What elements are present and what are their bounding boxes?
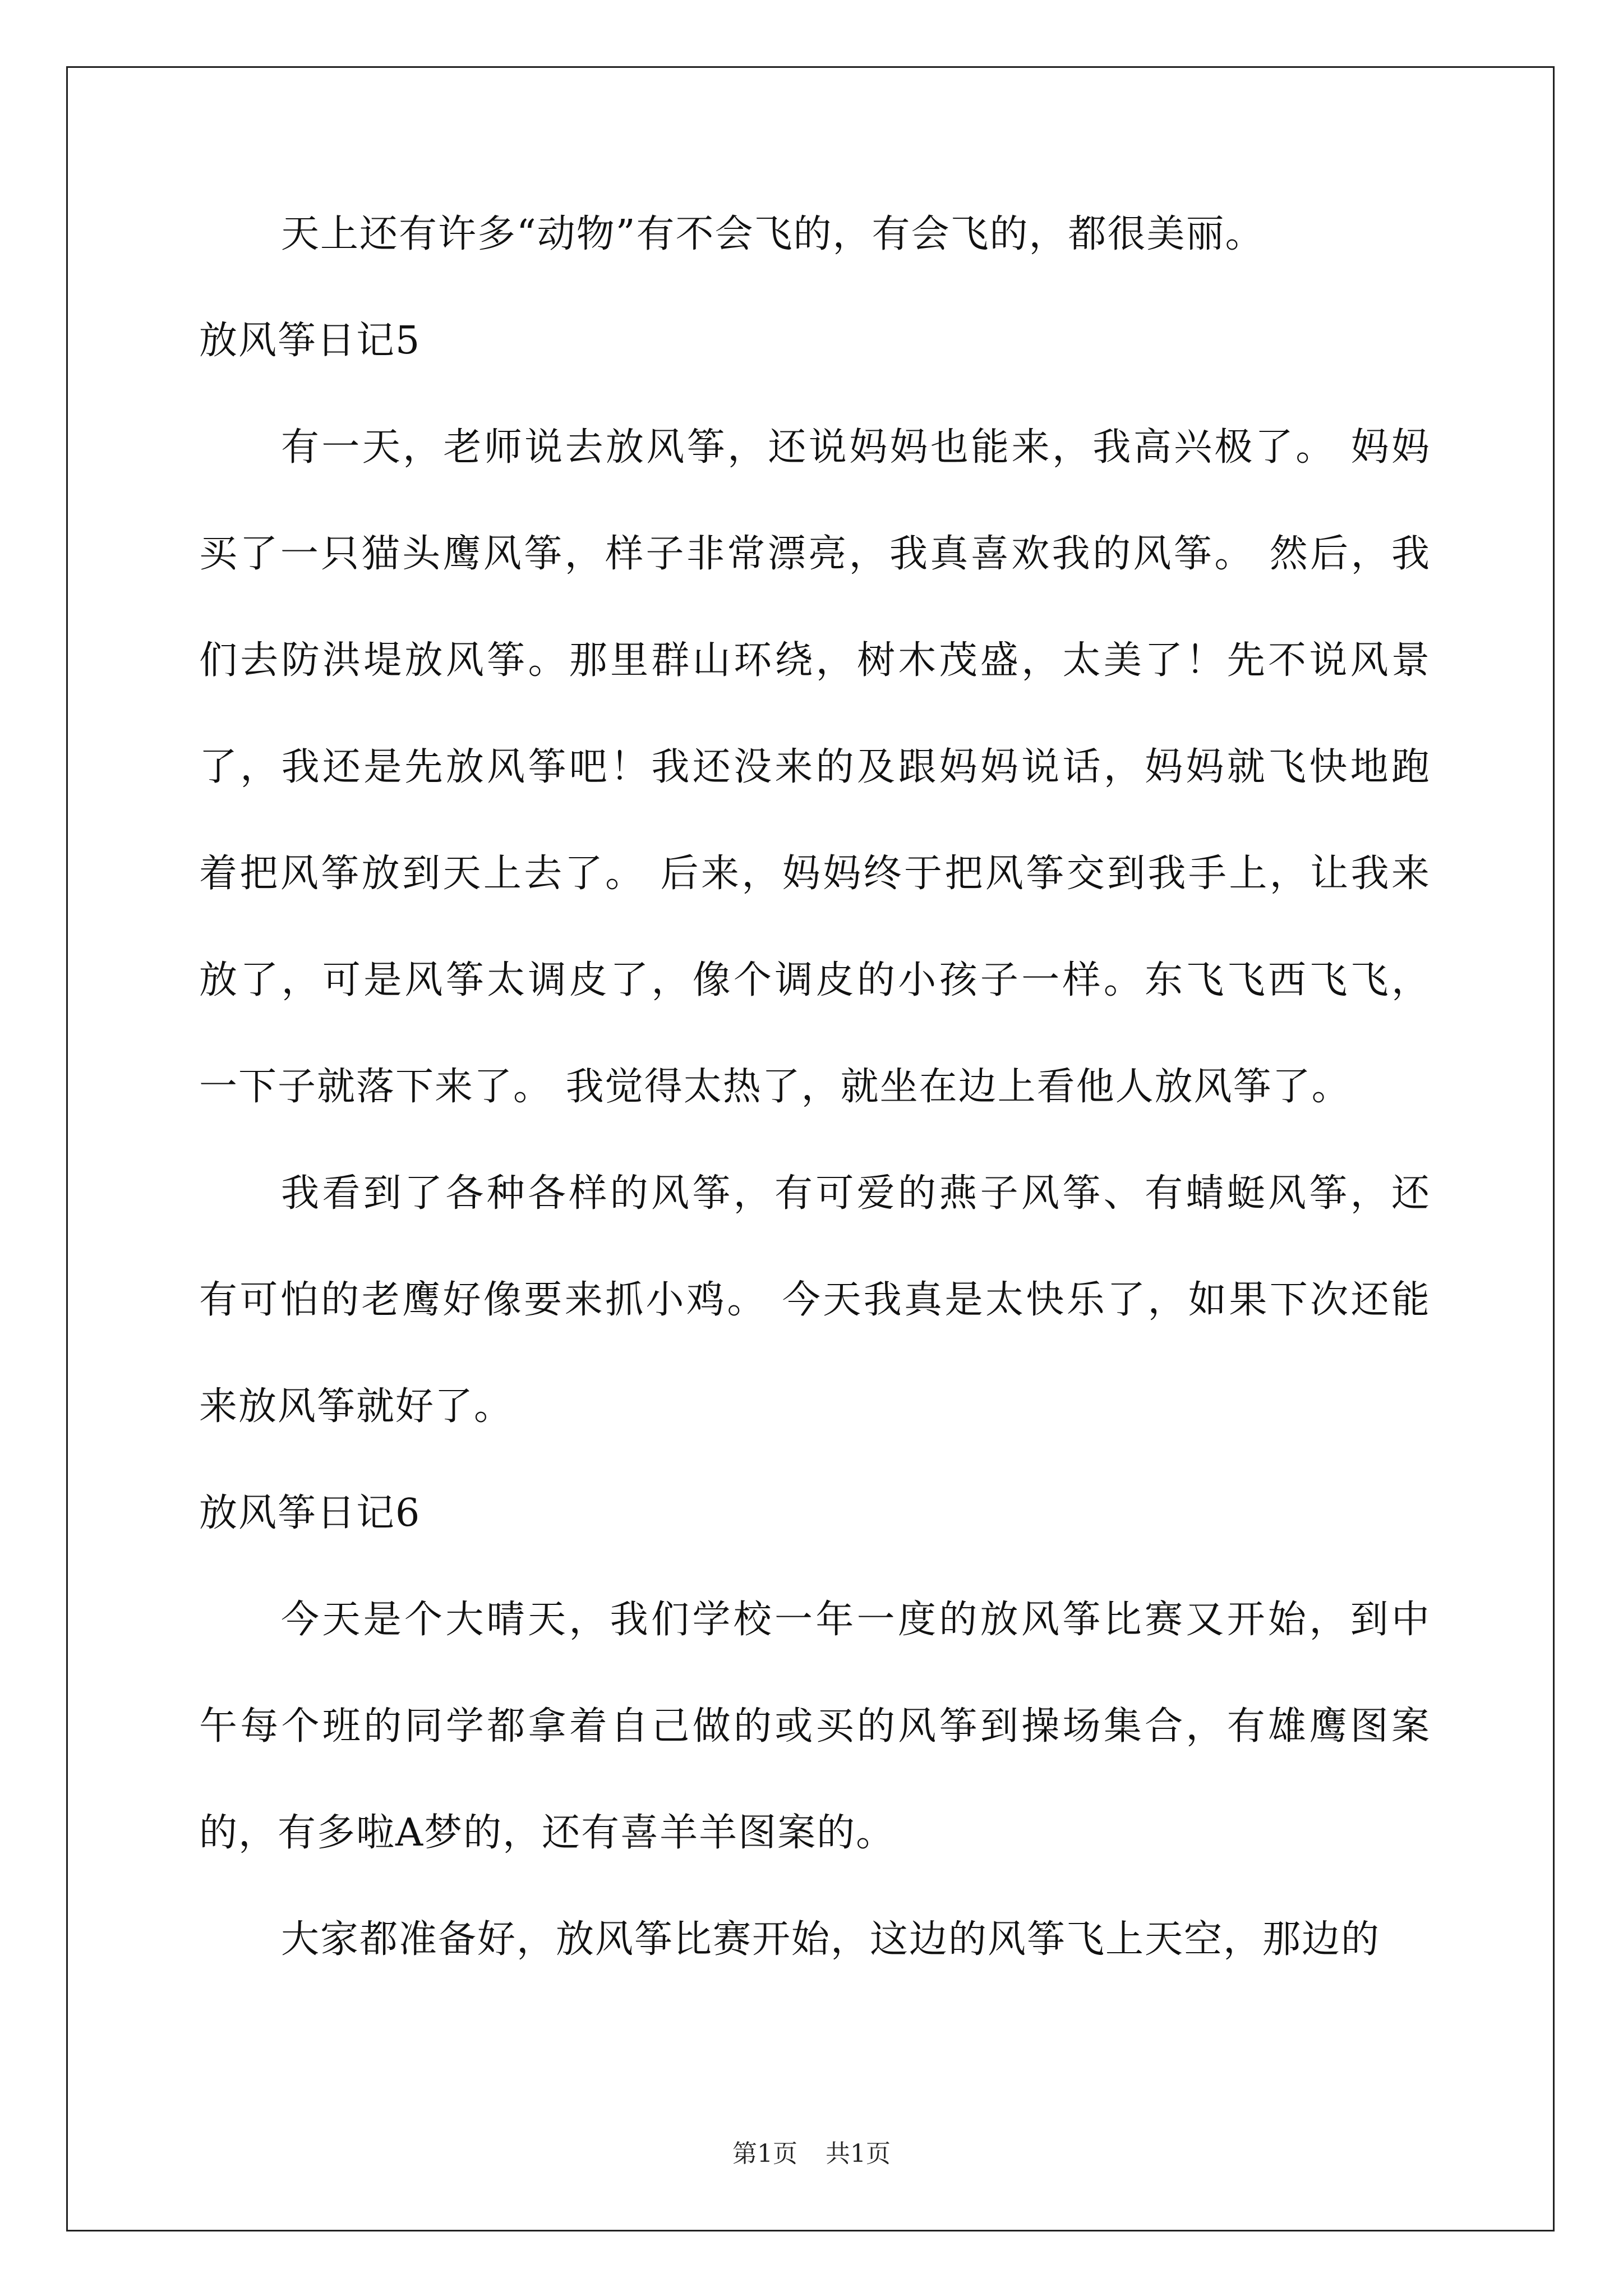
page-total: 共1页 bbox=[826, 2139, 891, 2168]
text-line: 买了一只猫头鹰风筝，样子非常漂亮，我真喜欢我的风筝。 然后，我 bbox=[199, 532, 1431, 576]
text-line: 来放风筝就好了。 bbox=[199, 1384, 514, 1429]
text-line: 天上还有许多“动物”有不会飞的，有会飞的，都很美丽。 bbox=[281, 212, 1265, 256]
paragraph bbox=[199, 1913, 1431, 1967]
text-line: 了，我还是先放风筝吧！我还没来的及跟妈妈说话，妈妈就飞快地跑 bbox=[199, 745, 1431, 789]
text-line: 有一天，老师说去放风筝，还说妈妈也能来，我高兴极了。 妈妈 bbox=[281, 425, 1431, 470]
document-body bbox=[199, 208, 1431, 2019]
text-line: 放了，可是风筝太调皮了，像个调皮的小孩子一样。东飞飞西飞飞， bbox=[199, 958, 1431, 1002]
text-line: 着把风筝放到天上去了。 后来，妈妈终于把风筝交到我手上，让我来 bbox=[199, 852, 1431, 896]
text-line: 有可怕的老鹰好像要来抓小鸡。 今天我真是太快乐了，如果下次还能 bbox=[199, 1278, 1431, 1322]
section-heading: 放风筝日记6 bbox=[199, 1491, 421, 1535]
text-line: 午每个班的同学都拿着自己做的或买的风筝到操场集合，有雄鹰图案 bbox=[199, 1704, 1431, 1749]
paragraph bbox=[199, 1167, 1431, 1434]
section-heading: 放风筝日记5 bbox=[199, 319, 421, 363]
text-line: 今天是个大晴天，我们学校一年一度的放风筝比赛又开始，到中 bbox=[281, 1598, 1431, 1642]
page-number: 第1页 bbox=[732, 2139, 797, 2168]
text-line: 大家都准备好，放风筝比赛开始，这边的风筝飞上天空，那边的 bbox=[281, 1917, 1381, 1962]
paragraph bbox=[199, 208, 1431, 261]
paragraph bbox=[199, 421, 1431, 1114]
text-line: 的，有多啦A梦的，还有喜羊羊图案的。 bbox=[199, 1811, 896, 1855]
page-footer bbox=[0, 2137, 1623, 2171]
text-line: 一下子就落下来了。 我觉得太热了，就坐在边上看他人放风筝了。 bbox=[199, 1065, 1351, 1109]
text-line: 我看到了各种各样的风筝，有可爱的燕子风筝、有蜻蜓风筝，还 bbox=[281, 1171, 1431, 1216]
paragraph bbox=[199, 1593, 1431, 1860]
text-line: 们去防洪堤放风筝。那里群山环绕，树木茂盛，太美了！先不说风景 bbox=[199, 638, 1431, 683]
